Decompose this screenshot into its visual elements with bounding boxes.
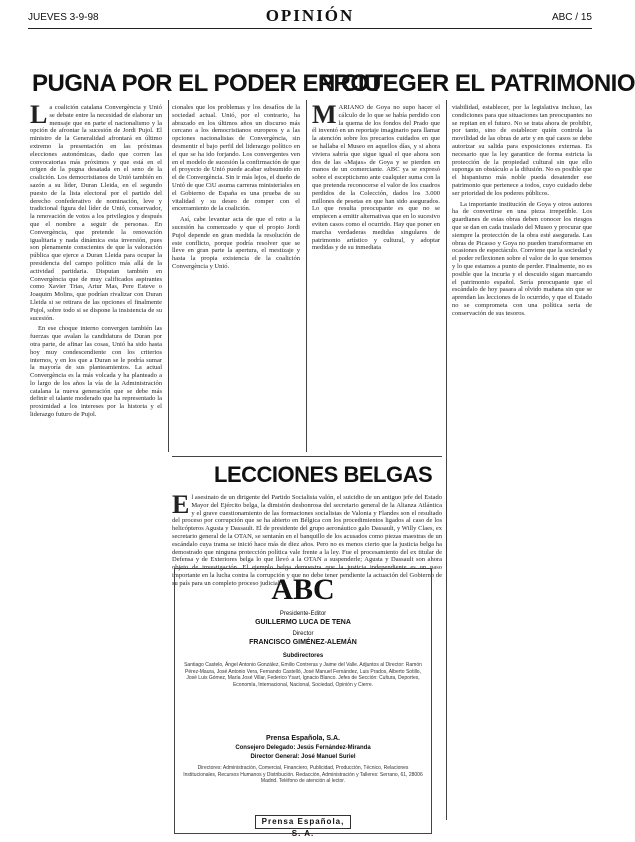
company-name: Prensa Española, S.A. [266, 735, 340, 742]
section-title: OPINIÓN [265, 6, 355, 25]
role-president: Presidente-Editor [279, 611, 327, 617]
editorial-2-dropcap: M [312, 100, 337, 129]
section-rule [172, 456, 442, 457]
masthead-footer: Prensa Española, S. A. [255, 815, 351, 829]
editorial-2-headline: PROTEGER EL PATRIMONIO [318, 70, 635, 97]
role-director: Director [292, 631, 314, 637]
editorial-3-text: l asesinato de un dirigente del Partido Socialista valón, el suicidio de un antiguo jefe del Estado Mayor del Ejército belga, la dimisión deshonrosa del secretario general de la Alianza Atlántica y el grave cuestionamiento de las formaciones socialistas de Valonia y Flandes son el resultado del proceso por corrupción que se ha abierto en Bélgica con los procedimientos ligados al caso de los helicópteros Agusta y Dassault. El de presidente del grupo aeronáutico galo Dassault, y Willy Claes, ex secretario general de la OTAN, se sentarán en el banquillo de los acusados como piezas maestras de un escándalo cuya trama se inició hace más de diez años. Pero no es menos cierto que la justicia belga ha demostrado que ninguna protección política vale frente a la ley. Fue el procesamiento del ex titular de Defensa y de Exteriores belga lo que llevó a la OTAN a suspenderle; Agusta y Dassault son ahora objeto de investigación. El ejemplo belga demuestra que la justicia independiente es un paso importante en la lucha contra la corrupción y que no debe tener pendiente la actuación del Gobierno de su país para un completo proceso judicial. [172, 494, 442, 587]
editorial-3-body [172, 490, 442, 587]
editorial-1-text-2b: Así, cabe levantar acta de que el reto a la sucesión ha comenzado y que el propio Jordi Pujol depende en gran medida la resolución de este conflicto, porque podría resolver que se lleve en gran parte la apertura, el mestizaje y hasta la propia existencia de la coalición Convergència y Unió. [172, 216, 300, 270]
issue-date: JUEVES 3-9-98 [28, 12, 99, 23]
masthead-box [174, 568, 432, 838]
editorial-2-text-1: ARIANO de Goya no supo hacer el cálculo de lo que se había perdido con la quema de los fondos del Prado que él inventó en un reportaje imaginario para llamar la atención sobre los precarios cuidados en que se hallaba el Museo en aquellos días, y si ahora viviera sabría que sigue igual el que ahora son dos de las «Majas» de Goya y se pierden en manos de un comerciante. ABC ya se expresó sobre el escepticismo ante cualquier suma con la que pretenda reconocerse el valor de los cuadros perdidos de la Colección, dados los 3.000 millones de pesetas en que han sido asegurados. Lo que resulta preocupante es que no se empiecen a emitir alternativas que en lo sucesivo eviten casos como el ocurrido. Hay que poner en marcha verdaderas medidas singulares de patrimonio artístico y cultural, y adoptar medidas y de su inmediata [312, 104, 440, 252]
column-rule [446, 100, 447, 820]
editorial-3-headline: LECCIONES BELGAS [214, 462, 433, 487]
name-president: GUILLERMO LUCA DE TENA [255, 619, 351, 626]
name-director: FRANCISCO GIMÉNEZ-ALEMÁN [249, 639, 357, 646]
editorial-2-text-2: viabilidad, establecer, por la legislativa incluso, las condiciones para que situaciones tan preocupantes no se repitan en el futuro. No se trata ahora de prohibir, por tanto, sino de establecer quién controla la movilidad de las obras de arte y en qué casos se debe autorizar su salida para exposiciones externas. Es necesario que la ley garantice de forma estricta la protección de la propiedad cultural sin que ello suponga un obstáculo a la difusión. No es posible que el hispanismo más noble pueda desatender ese patrimonio que pertenece a todos, cuyo cuidado debe ser prioridad de los poderes públicos. [452, 104, 592, 197]
subdirectores-label: Subdirectores [282, 653, 324, 659]
column-rule [306, 100, 307, 452]
editorial-2-col-1 [312, 100, 440, 450]
staff-list: Santiago Castelo, Ángel Antonio González, Emilio Contreras y Jaime del Valle. Adjuntos al Director: Ramón Pérez-Maura, José Antonio Vera, Fernando Castelló, José Manuel Fernández, Luis Prados, Alberto Sotillo, José Luis Gómez, María José Villar, Federico Ysart, Ignacio Blanco. Jefes de Sección: Cultura, Deportes, Economía, Internacional, Nacional, Sociedad, Opinión y Cierre. [184, 662, 422, 688]
page-number: ABC / 15 [551, 12, 592, 23]
editorial-2-text-2b: La importante institución de Goya y otros autores ha de convertirse en una pieza irrepetible. Los guardianes de estas obras deben conocer los riesgos que se dan en cada traslado del Museo y procurar que siempre la protección de la obra esté asegurada. Las obras de Picasso y Goya no pueden transformarse en ocasiones de espectáculo. Conviene que la sociedad y el poder reflexionen sobre el valor de lo que tenemos y lo que estamos a punto de perder. Finalmente, no es posible que la incuria y el descuido sigan marcando el patrimonio español. Sería preocupante que el escándalo de hoy pasara al olvido mañana sin que se aprendan las lecciones de lo ocurrido, y que el Estado no se comprometa con una política seria de conservación de sus tesoros. [452, 200, 592, 317]
council-line: Consejero Delegado: Jesús Fernández-Miranda [235, 745, 371, 751]
editorial-1-text-1: a coalición catalana Convergència y Unió se debate entre la necesidad de elaborar un mensaje que en parte el nacionalismo y la opción de afrontar la sucesión de Jordi Pujol. El ministro de la Generalidad afrontará en último extremo la presentación en las próximas elecciones autonómicas, dado que corren las convocatorias más próximos y que está en el origen de la pugna desatada en el seno de la coalición. Los democristianos de Unió también en sazón a su líder, Duran Lleida, en el segundo puesto de la lista electoral por el partido del derecho confederativo de nominación, leve y tradicional figura del líder de Unió, conservador, la renovación de votos a los privilegios y después que el nombre a seguir de personas. En Convergència, que pretende la renovación igualitaria y nada dinámica esta inversión, pues son plenamente conscientes de que la valoración pública que ejerce a Duran Lleida para ocupar la presidencia del campo político más allá de la actividad partidaria. Disputan también en Convergència que de muy calificados aspirantes como Xavier Trias, Artur Mas, Pere Esteve o Joaquim Molins, que podrían rivalizar con Duran Lleida si se retirara de las opciones el finalmente Pujol, sobre todo si se dispone la insistencia de su sucesión. [30, 104, 162, 322]
editorial-1-dropcap: L [30, 100, 48, 129]
editorial-1-headline: PUGNA POR EL PODER EN CIU [32, 70, 381, 97]
editorial-1-text-1b: En ese choque interno convergen también las fuerzas que avalan la candidatura de Duran por otra parte, de afinar las cosas, Unió ha sido hasta hoy muy condescendiente con los criterios internos, y en los que a Duran se le podría sumar la mayoría de sus planteamientos. La actual Convergència es la más volcada y ha planteado a lo largo de los años la vía de la Administración catalana la nueva generación que se debe más definir el talante moderado que ha representado la proximidad a los intereses por la historia y el liderazgo futuro de Pujol. [30, 325, 162, 419]
editorial-1-col-1 [30, 100, 162, 816]
editorial-1-text-2: cionales que los problemas y los desafíos de la sociedad actual. Unió, por el contrario, ha abrazado en los últimos años un discurso más cercano a los democristianos europeos y a las opciones nacionalistas de Convergència, sin desmentir el bajo perfil del liderazgo político en el que se ha ido forjando. Los convergentes ven en el modelo de sucesión la confirmación de que el proyecto de Unió puede acabar subsumido en el de Convergència. Sin ir más lejos, el dueño de Unió de que CiU asuma carreras ministeriales en el Gobierno de España es una prueba de su vitalidad y su deseo de romper con el encerramiento de la coalición. [172, 104, 300, 213]
directors-list: Directores: Administración, Comercial, Financiero, Publicidad, Producción, Técnico, Relaciones Institucionales, Recursos Humanos y Distribución. Redacción, Administración y Talleres: Serrano, 61, 28006 Madrid. Teléfono de atención al lector. [183, 765, 423, 785]
editorial-1-col-2 [172, 104, 300, 450]
page-header [28, 6, 592, 29]
general-director: Director General: José Manuel Suriel [250, 754, 356, 760]
editorial-3-dropcap: E [172, 490, 190, 519]
editorial-2-col-2 [452, 104, 592, 816]
abc-logo: ABC [271, 573, 335, 606]
column-rule [168, 100, 169, 452]
